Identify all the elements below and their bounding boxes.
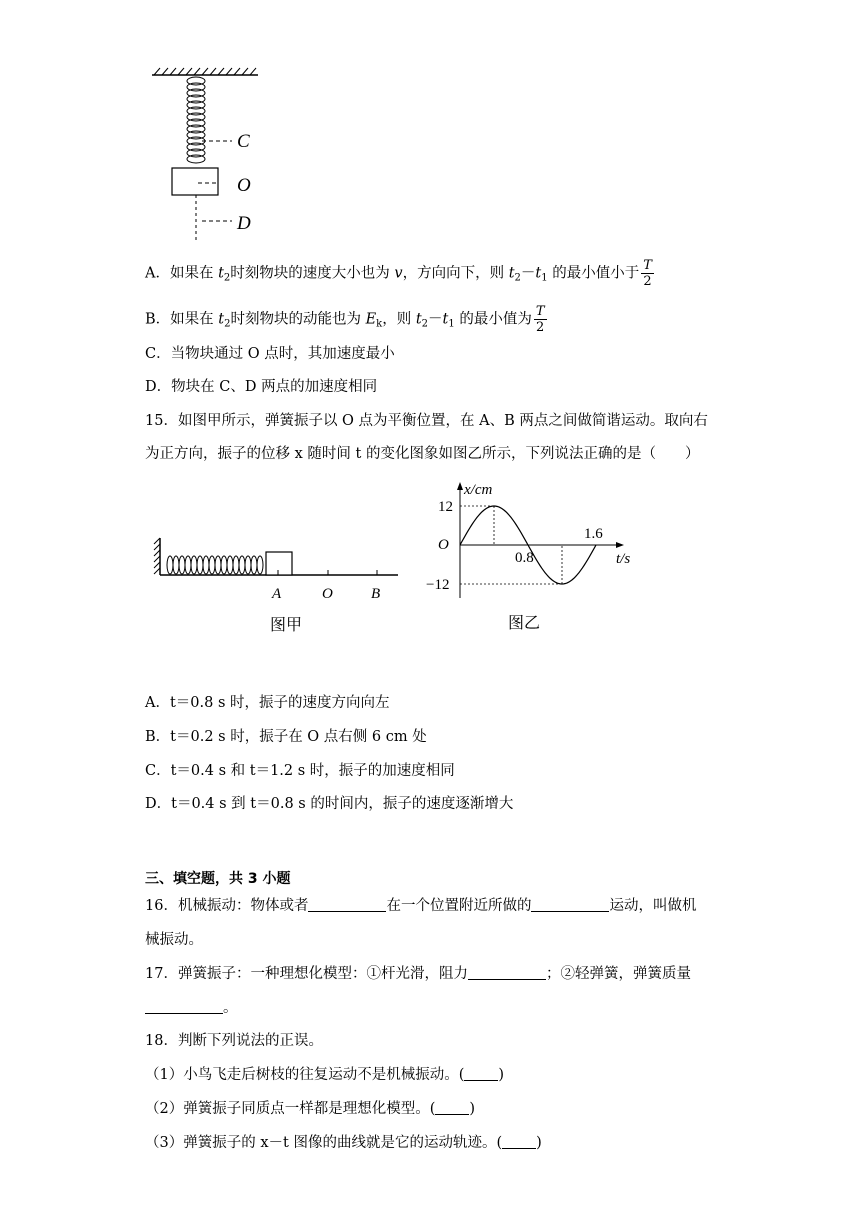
vertical-spring-figure: [140, 65, 280, 245]
q15-option-a: A．t＝0.8 s 时，振子的速度方向向左: [145, 695, 390, 711]
label-b: B: [371, 586, 381, 602]
horizontal-spring-figure: [150, 530, 410, 640]
answer-blank-2[interactable]: [435, 1100, 469, 1115]
q14-option-a: A．如果在 $t_2$时刻物块的速度大小也为 v，方向向下，则 $t_2-t_1$ 的最小值小于 $\frac{T}{2}$: [145, 258, 652, 289]
q17-line2: 。: [145, 998, 238, 1018]
blank-1[interactable]: [308, 897, 386, 912]
answer-blank-3[interactable]: [502, 1134, 536, 1149]
q15-stem-line2: 为正方向，振子的位移 x 随时间 t 的变化图象如图乙所示，下列说法正确的是（ ）: [145, 446, 700, 462]
q18-stem: 18．判断下列说法的正误。: [145, 1033, 323, 1049]
y-axis-arrow: [457, 482, 463, 490]
blank-4[interactable]: [145, 999, 223, 1014]
q16-line2: 械振动。: [145, 932, 203, 948]
x-tick-label-0.8: 0.8: [515, 550, 534, 566]
x-tick-label-1.6: 1.6: [584, 526, 603, 542]
caption-yi: 图乙: [508, 613, 541, 632]
q15-option-d: D．t＝0.4 s 到 t＝0.8 s 的时间内，振子的速度逐渐增大: [145, 796, 514, 812]
q15-option-b: B．t＝0.2 s 时，振子在 O 点右侧 6 cm 处: [145, 729, 427, 745]
xt-chart: [420, 478, 630, 638]
q15-stem-line1: 15．如图甲所示，弹簧振子以 O 点为平衡位置，在 A、B 两点之间做简谐运动。取向右: [145, 413, 708, 429]
q14-option-d: D．物块在 C、D 两点的加速度相同: [145, 379, 378, 395]
q16-line1: 16．机械振动：物体或者 在一个位置附近所做的 运动，叫做机: [145, 898, 697, 914]
label-o: O: [322, 586, 333, 602]
caption-jia: 图甲: [270, 615, 303, 634]
x-axis-arrow: [616, 542, 624, 548]
y-axis-label: x/cm: [464, 482, 493, 498]
x-axis-label: t/s: [616, 551, 630, 567]
q18-item-3: （3）弹簧振子的 x－t 图像的曲线就是它的运动轨迹。( ): [145, 1135, 542, 1151]
answer-blank-1[interactable]: [464, 1066, 498, 1081]
q18-item-1: （1）小鸟飞走后树枝的往复运动不是机械振动。( ): [145, 1067, 505, 1083]
fraction-t-over-2: $\frac{T}{2}$: [643, 258, 652, 289]
q14-option-c: C．当物块通过 O 点时，其加速度最小: [145, 346, 395, 362]
label-c: C: [237, 131, 250, 152]
origin-label: O: [438, 537, 449, 553]
q15-option-c: C．t＝0.4 s 和 t＝1.2 s 时，振子的加速度相同: [145, 763, 455, 779]
q18-item-2: （2）弹簧振子同质点一样都是理想化模型。( ): [145, 1101, 476, 1117]
blank-2[interactable]: [531, 897, 609, 912]
q14-option-b: B．如果在 $t_2$时刻物块的动能也为 $E_k$，则 $t_2-t_1$ 的最小值为 $\frac{T}{2}$: [145, 304, 545, 335]
label-a: A: [272, 586, 282, 602]
y-tick-label-neg12: −12: [426, 577, 450, 593]
q17-line1: 17．弹簧振子：一种理想化模型：①杆光滑，阻力 ；②轻弹簧，弹簧质量: [145, 966, 691, 982]
y-tick-label-12: 12: [438, 499, 453, 515]
section-title: 三、填空题，共 3 小题: [145, 871, 291, 887]
blank-3[interactable]: [468, 965, 546, 980]
label-d: D: [237, 213, 251, 234]
fraction-t-over-2: $\frac{T}{2}$: [535, 304, 545, 335]
label-o: O: [237, 175, 251, 196]
